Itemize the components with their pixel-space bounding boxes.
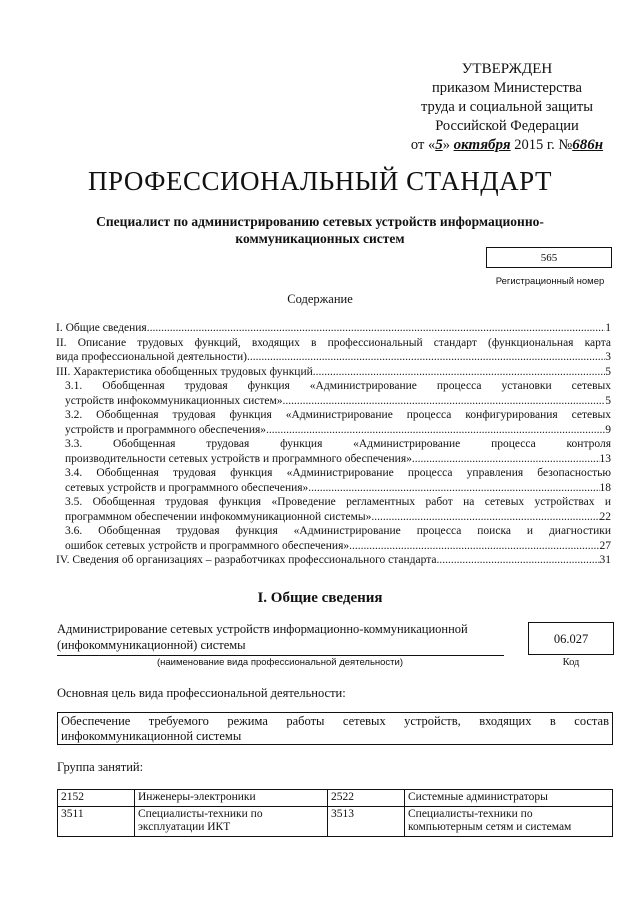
registration-number-box: 565 <box>486 247 612 268</box>
toc-item[interactable] <box>56 553 611 568</box>
toc-item-text: ошибок сетевых устройств и программного обеспечения» <box>65 539 350 552</box>
activity-name: Администрирование сетевых устройств информационно-коммуникационной (инфокоммуникационной) системы <box>57 622 468 652</box>
date-mid: » <box>442 137 450 153</box>
toc-item[interactable] <box>56 495 611 524</box>
toc-item-text-first: 3.5. Обобщенная трудовая функция «Проведение регламентных работ на сетевых устройствах и <box>65 496 611 508</box>
section-heading: I. Общие сведения <box>257 590 383 606</box>
date-year: 2015 г. № <box>514 137 573 153</box>
toc-item[interactable] <box>56 321 611 336</box>
toc-item-text-first: 3.3. Обобщенная трудовая функция «Администрирование процесса контроля <box>65 438 611 450</box>
approval-line-ministry: труда и социальной защиты <box>421 99 593 115</box>
occupation-name: Специалисты-техники по эксплуатации ИКТ <box>135 806 328 836</box>
activity-code-label: Код <box>562 657 580 668</box>
approval-date-line <box>392 136 622 155</box>
goal-text-box: Обеспечение требуемого режима работы сетевых устройств, входящих в состав инфокоммуникационной системы <box>57 712 613 745</box>
toc-item-text: I. Общие сведения <box>56 322 147 334</box>
toc-item-page: 18 <box>599 481 611 494</box>
toc-item-page: 1 <box>605 322 611 334</box>
occupation-name: Инженеры-электроники <box>135 790 328 807</box>
toc-item[interactable] <box>56 437 611 466</box>
registration-number-label: Регистрационный номер <box>495 276 605 287</box>
approval-line-order: приказом Министерства <box>432 80 582 96</box>
handwritten-day: 5 <box>435 137 443 153</box>
date-prefix: от « <box>410 137 436 153</box>
occupation-group-table <box>57 789 613 837</box>
approval-block <box>392 60 622 155</box>
toc-item-page: 9 <box>605 423 611 436</box>
toc-item-text-first: II. Описание трудовых функций, входящих в профессиональный стандарт (функциональная карта <box>56 336 611 349</box>
activity-caption: (наименование вида профессиональной деятельности) <box>156 657 404 668</box>
toc-item-page: 27 <box>599 539 611 552</box>
toc-item-text-first: 3.6. Обобщенная трудовая функция «Администрирование процесса поиска и диагностики <box>65 525 611 537</box>
toc-item[interactable] <box>56 408 611 437</box>
toc-item[interactable] <box>56 365 611 380</box>
toc-item-page: 13 <box>599 452 611 465</box>
handwritten-order-number: 686н <box>572 137 604 153</box>
toc-item-text: III. Характеристика обобщенных трудовых функций <box>56 365 313 378</box>
toc-item-page: 5 <box>605 365 611 378</box>
occupation-code: 2522 <box>328 790 405 807</box>
occupation-group-label: Группа занятий: <box>57 760 144 774</box>
toc-heading: Содержание <box>287 292 353 306</box>
occupation-code: 2152 <box>58 790 135 807</box>
goal-label: Основная цель вида профессиональной деятельности: <box>57 686 346 700</box>
toc-item[interactable] <box>56 524 611 553</box>
handwritten-month: октября <box>453 137 511 153</box>
toc-item-text: устройств инфокоммуникационных систем» <box>65 394 283 407</box>
occupation-code: 3513 <box>328 806 405 836</box>
table-row <box>58 806 613 836</box>
toc-item-text: сетевых устройств и программного обеспечения» <box>65 481 309 494</box>
toc-item-text: IV. Сведения об организациях – разработчиках профессионального стандарта <box>56 554 437 566</box>
toc-item-text: вида профессиональной деятельности) <box>56 351 247 363</box>
toc-item-text-first: 3.1. Обобщенная трудовая функция «Администрирование процесса установки сетевых <box>65 380 611 392</box>
occupation-code: 3511 <box>58 806 135 836</box>
toc-item-text: производительности сетевых устройств и программного обеспечения» <box>65 452 412 465</box>
toc-item-page: 5 <box>605 394 611 407</box>
toc-item-text-first: 3.4. Обобщенная трудовая функция «Администрирование процесса управления безопасностью <box>65 467 611 479</box>
toc-item-text-first: 3.2. Обобщенная трудовая функция «Администрирование процесса конфигурирования сетевых <box>65 409 611 421</box>
toc-item-page: 22 <box>599 510 611 523</box>
toc-item-text: программном обеспечении инфокоммуникационной системы» <box>65 510 372 523</box>
occupation-name: Специалисты-техники по компьютерным сетям и системам <box>405 806 613 836</box>
table-of-contents <box>56 321 611 568</box>
toc-item[interactable] <box>56 336 611 365</box>
toc-item[interactable] <box>56 379 611 408</box>
toc-item[interactable] <box>56 466 611 495</box>
activity-underline <box>57 655 504 656</box>
standard-subtitle: Специалист по администрированию сетевых устройств информационно-коммуникационных систем <box>96 214 544 246</box>
page-title: ПРОФЕССИОНАЛЬНЫЙ СТАНДАРТ <box>87 166 553 196</box>
activity-code-box: 06.027 <box>528 622 614 655</box>
toc-item-page: 31 <box>599 554 611 566</box>
table-row <box>58 790 613 807</box>
occupation-name: Системные администраторы <box>405 790 613 807</box>
approval-line-country: Российской Федерации <box>435 118 579 134</box>
approval-heading: УТВЕРЖДЕН <box>461 61 553 77</box>
toc-item-text: устройств и программного обеспечения» <box>65 423 267 436</box>
toc-item-page: 3 <box>605 351 611 363</box>
